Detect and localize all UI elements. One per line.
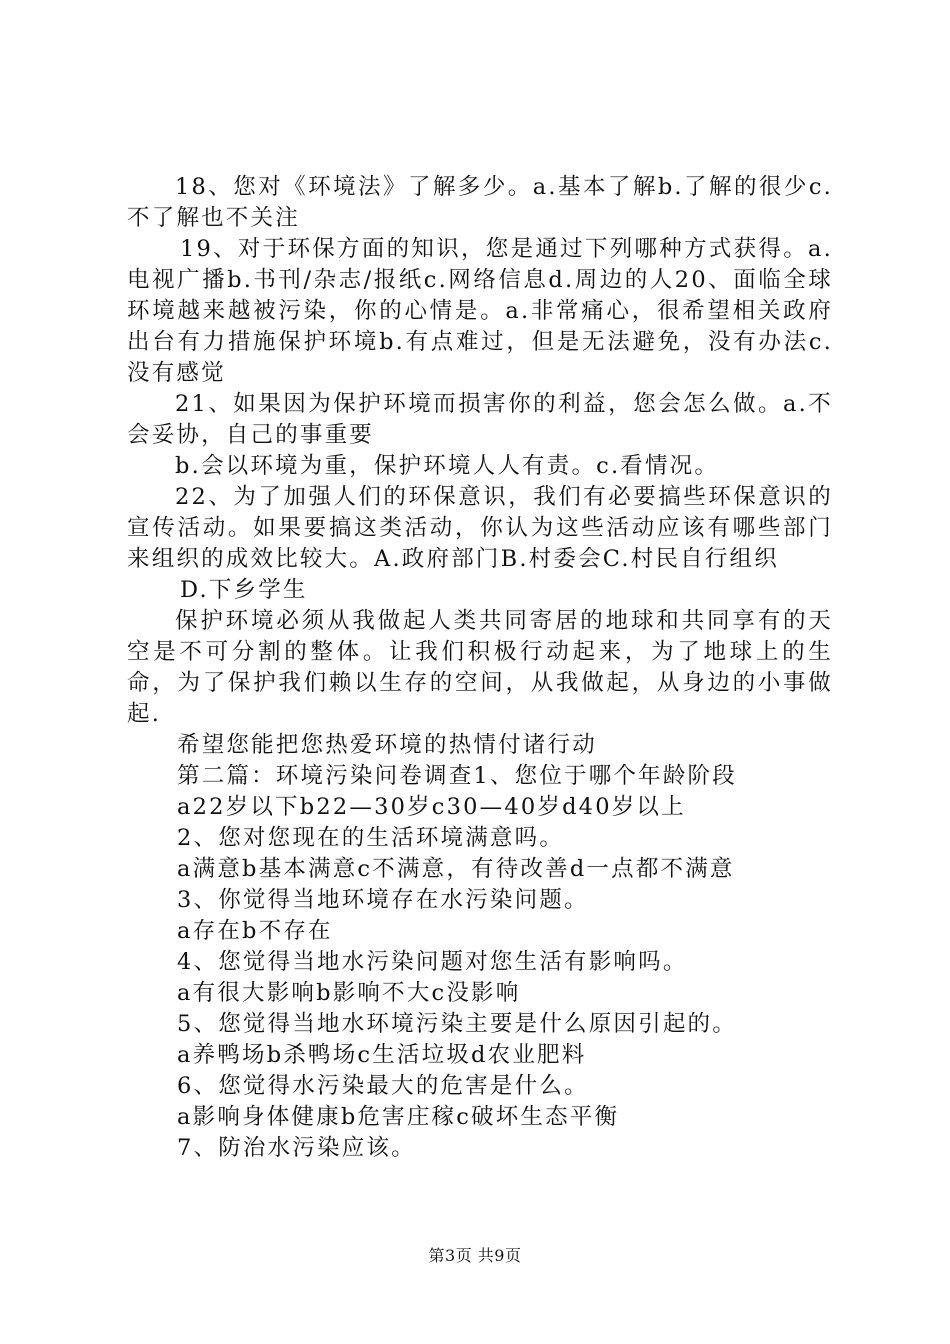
answer-options: a养鸭场b杀鸭场c生活垃圾d农业肥料 <box>177 1042 587 1068</box>
answer-options: a满意b基本满意c不满意，有待改善d一点都不满意 <box>177 856 735 882</box>
paragraph: 保护环境必须从我做起人类共同寄居的地球和共同享有的天空是不可分割的整体。让我们积极行动起来，为了地球上的生命，为了保护我们赖以生存的空间，从我做起，从身边的小事做起. <box>127 608 833 727</box>
answer-options: a影响身体健康b危害庄稼c破坏生态平衡 <box>177 1104 620 1130</box>
document-body <box>127 172 833 1164</box>
answer-options: a有很大影响b影响不大c没影响 <box>177 980 521 1006</box>
question: 4、您觉得当地水污染问题对您生活有影响吗。 <box>177 949 688 975</box>
question: 5、您觉得当地水环境污染主要是什么原因引起的。 <box>177 1011 737 1037</box>
paragraph: 希望您能把您热爱环境的热情付诸行动 <box>177 732 597 758</box>
page-number: 第3页 共9页 <box>428 1246 522 1265</box>
paragraph: 19、对于环保方面的知识，您是通过下列哪种方式获得。a.电视广播b.书刊/杂志/报纸c.网络信息d.周边的人20、面临全球环境越来越被污染，你的心情是。a.非常痛心，很希望相关政府出台有力措施保护环境b.有点难过，但是无法避免，没有办法c.没有感觉 <box>127 236 833 386</box>
paragraph: 22、为了加强人们的环保意识，我们有必要搞些环保意识的宣传活动。如果要搞这类活动，你认为这些活动应该有哪些部门来组织的成效比较大。A.政府部门B.村委会C.村民自行组织 <box>127 484 833 572</box>
paragraph: 18、您对《环境法》了解多少。a.基本了解b.了解的很少c.不了解也不关注 <box>127 174 833 231</box>
question: 3、你觉得当地环境存在水污染问题。 <box>177 887 589 913</box>
question: 7、防治水污染应该。 <box>177 1135 416 1161</box>
question: 2、您对您现在的生活环境满意吗。 <box>177 825 565 851</box>
answer-options: a22岁以下b22—30岁c30—40岁d40岁以上 <box>177 794 686 820</box>
section-heading: 第二篇：环境污染问卷调查1、您位于哪个年龄阶段 <box>177 763 737 789</box>
question: 6、您觉得水污染最大的危害是什么。 <box>177 1073 589 1099</box>
answer-options: a存在b不存在 <box>177 918 333 944</box>
paragraph: D.下乡学生 <box>180 577 308 603</box>
paragraph: 21、如果因为保护环境而损害你的利益，您会怎么做。a.不会妥协，自己的事重要 <box>127 391 833 448</box>
paragraph: b.会以环境为重，保护环境人人有责。c.看情况。 <box>175 453 720 479</box>
